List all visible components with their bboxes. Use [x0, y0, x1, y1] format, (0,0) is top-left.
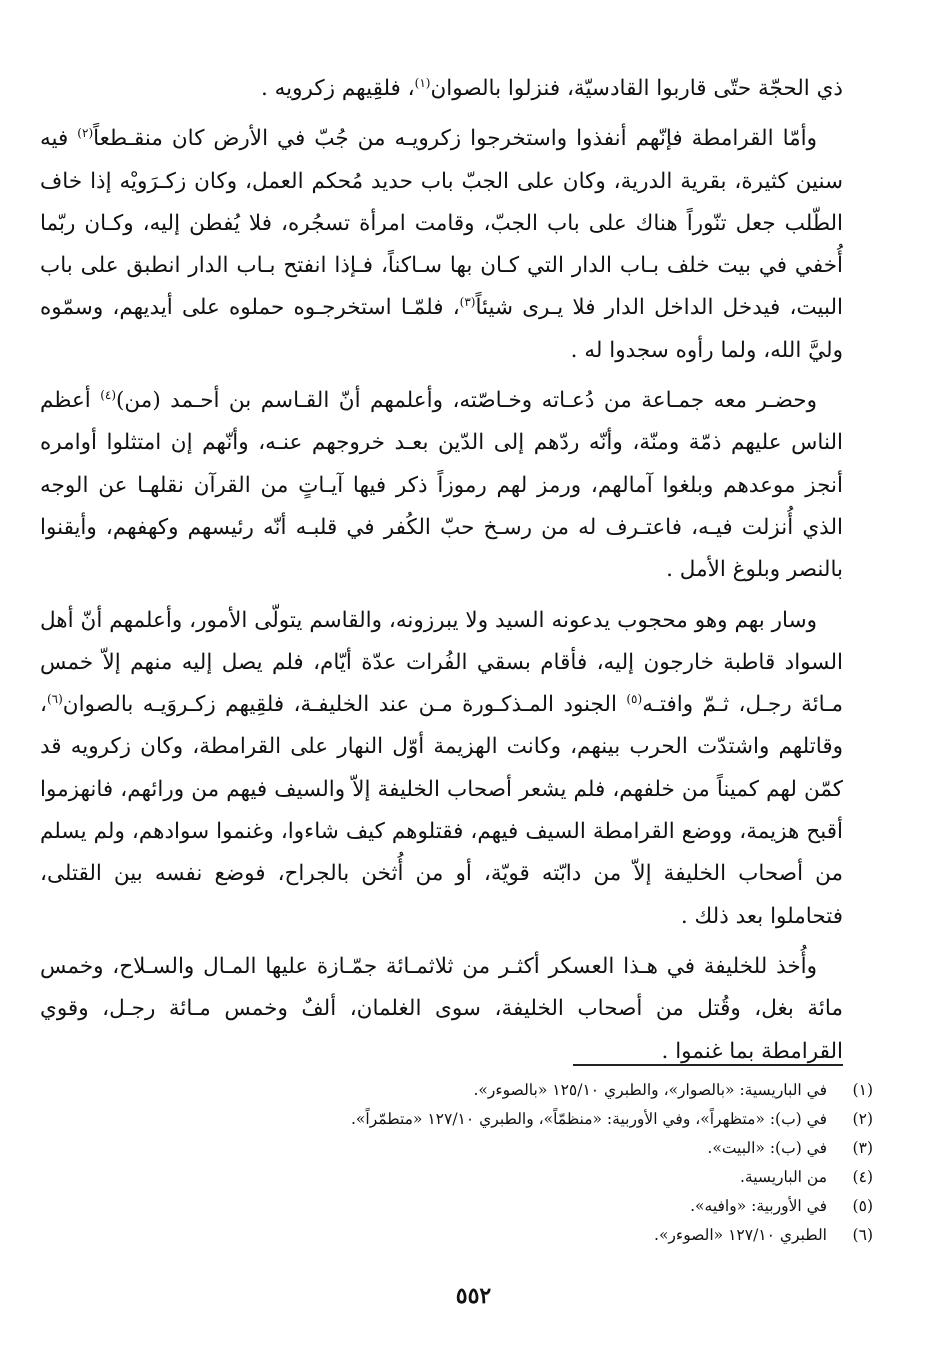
footnote-ref[interactable]: (٦) — [46, 692, 63, 706]
footnote-text: في (ب): «متظهراً»، وفي الأوربية: «منظمّاً»، والطبري ١٢٧/١٠ «متطمّراً». — [351, 1110, 827, 1128]
footnote-number: (٢) — [852, 1110, 873, 1128]
footnote-number: (٤) — [852, 1168, 873, 1186]
footnote — [153, 1105, 873, 1134]
page-number: ٥٥٢ — [455, 1283, 492, 1309]
footnote-text: في (ب): «البيت». — [707, 1139, 827, 1157]
paragraph: وأمّا القرامطة فإنّهم أنفذوا واستخرجوا زكرويـه من جُبّ في الأرض كان منقـطعاً$^{(٢)}$ فيه سنين كثيرة، بقرية الدرية، وكان على الجبّ باب حديد مُحكم العمل، وكان زكـرَويْه إذا خاف الطّلب جعل تنّوراً هناك على باب الجبّ، وقامت امرأة تسجُره، فلا يُفطن إليه، وكـان ربّما أُخفي في بيت خلف بـاب الدار التي كـان بها سـاكناً، فـإذا انفتح بـاب الدار انطبق على باب البيت، فيدخل الداخل الدار فلا يـرى شيئاً$^{(٣)}$، فلمّـا استخرجـوه حملوه على أيديهم، وسمّوه وليَّ الله، ولما رأوه سجدوا له . — [40, 126, 843, 363]
footnotes — [153, 1076, 873, 1250]
footnote-divider — [573, 1064, 843, 1066]
footnote — [153, 1192, 873, 1221]
footnote-ref[interactable]: (٥) — [626, 692, 643, 706]
footnote — [153, 1163, 873, 1192]
paragraph: وأُخذ للخليفة في هـذا العسكر أكثـر من ثلاثمـائة جمّـازة عليها المـال والسـلاح، وخمس مائة بغل، وقُتل من أصحاب الخليفة، سوى الغلمان، ألفٌ وخمس مـائة رجـل، وقوي القرامطة بما غنموا . — [40, 953, 843, 1064]
footnote-text: من الباريسية. — [740, 1168, 827, 1186]
footnote-number: (١) — [852, 1081, 873, 1099]
footnote — [153, 1221, 873, 1250]
paragraph: ذي الحجّة حتّى قاربوا القادسيّة، فنزلوا بالصوان$^{(١)}$، فلقِيهم زكرويه . — [260, 75, 843, 101]
footnote-text: في الباريسية: «بالصوار»، والطبري ١٢٥/١٠ «بالصوءر». — [473, 1081, 827, 1099]
footnote-text: الطبري ١٢٧/١٠ «الصوءر». — [654, 1226, 827, 1244]
paragraph: وحضـر معه جمـاعة من دُعـاته وخـاصّته، وأعلمهم أنّ القـاسم بن أحـمد (من)$^{(٤)}$ أعظم الناس عليهم ذمّة ومنّة، وأنّه ردّهم إلى الدّين بعـد خروجهم عنـه، وأنّهم إن امتثلوا أوامره أنجز موعدهم وبلغوا آمالهم، ورمز لهم رموزاً ذكر فيها آيـاتٍ من القرآن نقلهـا عن الوجه الذي أُنزلت فيـه، فاعتـرف له من رسـخ حبّ الكُفر في قلبـه أنّه رئيسهم وكهفهم، وأيقنوا بالنصر وبلوغ الأمل . — [40, 387, 843, 583]
footnote — [153, 1076, 873, 1105]
footnote-ref[interactable]: (٤) — [100, 387, 117, 402]
footnote-number: (٥) — [852, 1197, 873, 1215]
footnote-ref[interactable]: (٢) — [77, 126, 94, 141]
page — [40, 68, 843, 1081]
footnote-ref[interactable]: (١) — [414, 75, 431, 90]
footnote-number: (٦) — [852, 1226, 873, 1244]
footnote — [153, 1134, 873, 1163]
footnote-text: في الأوربية: «وافيه». — [690, 1197, 827, 1215]
footnote-ref[interactable]: (٣) — [459, 295, 476, 310]
body-text — [40, 68, 843, 1073]
paragraph: وسار بهم وهو محجوب يدعونه السيد ولا يبرزونه، والقاسم يتولّى الأمور، وأعلمهم أنّ أهل السواد قاطبة خارجون إليه، فأقام بسقي الفُرات عدّة أيّام، فلم يصل إليه منهم إلاّ خمس مـائة رجـل، ثـمّ وافتـه$^{(٥)}$ الجنود المـذكـورة مـن عند الخليفـة، فلقِيهم زكـروَيـه بالصوان$^{(٦)}$، وقاتلهم واشتدّت الحرب بينهم، وكانت الهزيمة أوّل النهار على القرامطة، وكان زكرويه قد كمّن لهم كميناً من خلفهم، فلم يشعر أصحاب الخليفة إلاّ والسيف فيهم من ورائهم، فانهزموا أقبح هزيمة، ووضع القرامطة السيف فيهم، فقتلوهم كيف شاءوا، وغنموا سوادهم، ولم يسلم من أصحاب الخليفة إلاّ من دابّته قويّة، أو من أُثخن بالجراح، فوضع نفسه بين القتلى، فتحاملوا بعد ذلك . — [40, 607, 843, 929]
footnote-number: (٣) — [852, 1139, 873, 1157]
